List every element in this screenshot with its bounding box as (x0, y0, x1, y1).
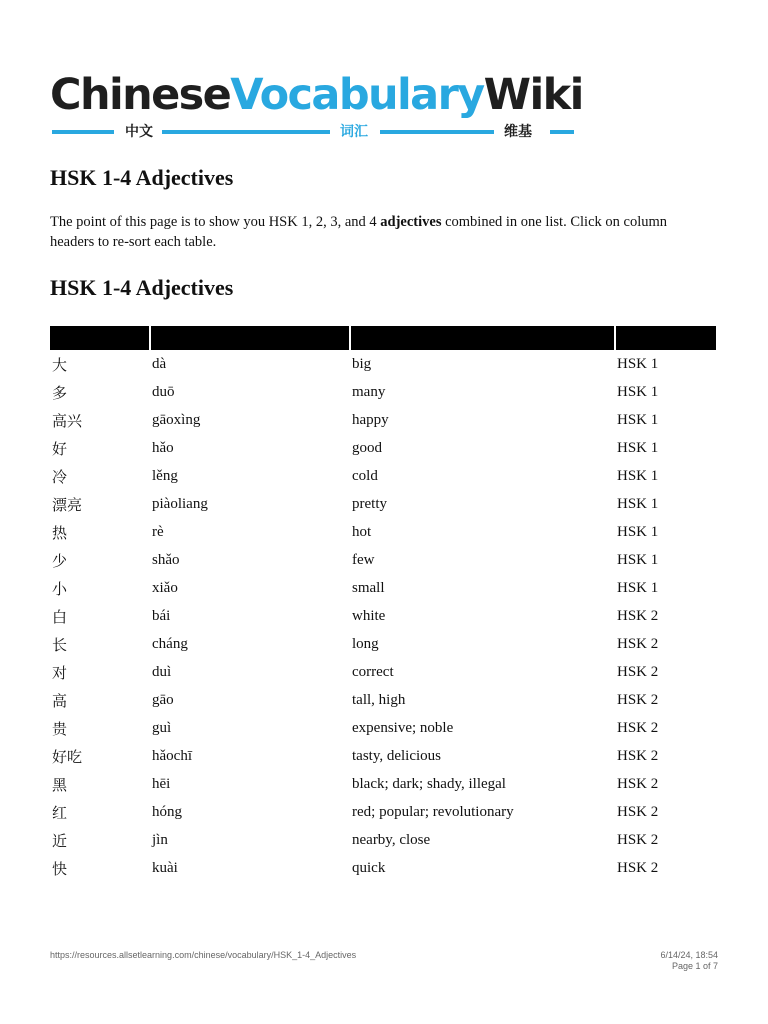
cell-hanzi: 大 (52, 355, 68, 374)
cell-english: many (352, 383, 386, 400)
cell-english: good (352, 439, 382, 456)
column-header-pinyin[interactable] (150, 326, 350, 350)
intro-text-end: combined in one list. Click on column headers to re-sort each table. (50, 214, 667, 250)
cell-level: HSK 2 (617, 747, 659, 764)
logo-underline-bar (50, 123, 576, 141)
cell-level: HSK 1 (617, 523, 659, 540)
cell-english: hot (352, 523, 372, 540)
cell-hanzi: 高兴 (52, 411, 83, 430)
cell-pinyin: dà (152, 355, 167, 372)
cell-pinyin: duō (152, 383, 175, 400)
table-row (50, 546, 716, 574)
cell-english: happy (352, 411, 389, 428)
cell-level: HSK 2 (617, 607, 659, 624)
cell-pinyin: bái (152, 607, 171, 624)
cell-english: quick (352, 859, 386, 876)
cell-level: HSK 1 (617, 355, 659, 372)
cell-level: HSK 1 (617, 495, 659, 512)
table-row (50, 714, 716, 742)
cell-hanzi: 漂亮 (52, 495, 83, 514)
cell-english: white (352, 607, 386, 624)
table-row (50, 854, 716, 882)
cell-level: HSK 2 (617, 719, 659, 736)
table-row (50, 350, 716, 378)
section-title: HSK 1-4 Adjectives (50, 275, 234, 300)
cell-pinyin: cháng (152, 635, 188, 652)
cell-pinyin: kuài (152, 859, 178, 876)
cell-hanzi: 少 (52, 551, 68, 570)
cell-pinyin: hēi (152, 775, 171, 792)
cell-hanzi: 冷 (52, 467, 68, 486)
cell-hanzi: 近 (52, 831, 68, 850)
site-logo[interactable] (50, 70, 583, 142)
column-header-english[interactable] (350, 326, 615, 350)
table-header-row (50, 326, 716, 350)
table-row (50, 826, 716, 854)
cell-pinyin: lěng (152, 467, 178, 484)
cell-hanzi: 热 (52, 523, 68, 542)
cell-pinyin: rè (152, 523, 164, 540)
table-row (50, 742, 716, 770)
cell-hanzi: 高 (52, 691, 68, 710)
cell-hanzi: 长 (52, 635, 68, 654)
cell-level: HSK 2 (617, 803, 659, 820)
cell-english: black; dark; shady, illegal (352, 775, 506, 792)
logo-cn-cihui: 词汇 (340, 124, 368, 140)
cell-hanzi: 快 (52, 859, 68, 878)
column-header-hanzi[interactable] (50, 326, 150, 350)
cell-level: HSK 2 (617, 859, 659, 876)
logo-word-vocabulary: Vocabulary (230, 70, 484, 120)
page-title: HSK 1-4 Adjectives (50, 165, 234, 190)
cell-pinyin: duì (152, 663, 172, 680)
cell-level: HSK 1 (617, 383, 659, 400)
table-body (50, 350, 716, 882)
cell-hanzi: 好 (52, 439, 68, 458)
cell-pinyin: gāoxìng (152, 411, 201, 428)
cell-pinyin: hóng (152, 803, 182, 820)
cell-english: few (352, 551, 375, 568)
table-row (50, 630, 716, 658)
footer-datetime: 6/14/24, 18:54 (660, 950, 718, 960)
logo-bar-segment (52, 130, 114, 134)
cell-english: pretty (352, 495, 387, 512)
table-row (50, 434, 716, 462)
logo-bar-segment (550, 130, 574, 134)
cell-english: correct (352, 663, 394, 680)
cell-level: HSK 1 (617, 551, 659, 568)
table-row (50, 602, 716, 630)
table-row (50, 770, 716, 798)
table-row (50, 406, 716, 434)
cell-level: HSK 1 (617, 411, 659, 428)
cell-pinyin: xiǎo (152, 579, 178, 596)
cell-english: nearby, close (352, 831, 431, 848)
intro-text-start: The point of this page is to show you HSK 1, 2, 3, and 4 (50, 214, 381, 230)
cell-hanzi: 小 (52, 579, 68, 598)
cell-pinyin: gāo (152, 691, 174, 708)
logo-word-chinese: Chinese (50, 70, 231, 120)
logo-cn-zhongwen: 中文 (125, 124, 153, 140)
cell-hanzi: 贵 (52, 719, 68, 738)
intro-paragraph (50, 212, 710, 252)
column-header-level[interactable] (615, 326, 716, 350)
cell-english: big (352, 355, 372, 372)
table-row (50, 798, 716, 826)
logo-wordmark (50, 70, 583, 120)
vocabulary-table (50, 326, 716, 882)
cell-pinyin: jìn (152, 831, 168, 848)
cell-hanzi: 黑 (52, 775, 68, 794)
cell-english: expensive; noble (352, 719, 454, 736)
cell-level: HSK 1 (617, 439, 659, 456)
cell-english: tasty, delicious (352, 747, 442, 764)
logo-bar-segment (380, 130, 494, 134)
logo-cn-weiji: 维基 (504, 124, 532, 140)
cell-level: HSK 2 (617, 831, 659, 848)
cell-level: HSK 2 (617, 691, 659, 708)
cell-english: red; popular; revolutionary (352, 803, 514, 820)
cell-pinyin: hǎo (152, 439, 174, 456)
table-row (50, 462, 716, 490)
cell-pinyin: hǎochī (152, 747, 192, 764)
cell-hanzi: 多 (52, 383, 68, 402)
table-row (50, 378, 716, 406)
cell-level: HSK 1 (617, 579, 659, 596)
intro-text-bold: adjectives (380, 214, 442, 230)
cell-pinyin: piàoliang (152, 495, 208, 512)
cell-hanzi: 红 (52, 803, 68, 822)
cell-level: HSK 1 (617, 467, 659, 484)
cell-english: small (352, 579, 385, 596)
cell-hanzi: 好吃 (52, 747, 83, 766)
table-row (50, 658, 716, 686)
cell-pinyin: guì (152, 719, 172, 736)
cell-pinyin: shǎo (152, 551, 180, 568)
logo-word-wiki: Wiki (483, 70, 583, 120)
cell-hanzi: 对 (52, 663, 68, 682)
table-row (50, 490, 716, 518)
cell-hanzi: 白 (52, 607, 68, 626)
table-row (50, 574, 716, 602)
cell-level: HSK 2 (617, 775, 659, 792)
cell-level: HSK 2 (617, 663, 659, 680)
logo-bar-segment (162, 130, 330, 134)
footer-page-number: Page 1 of 7 (671, 961, 718, 971)
cell-level: HSK 2 (617, 635, 659, 652)
table-row (50, 518, 716, 546)
table-row (50, 686, 716, 714)
cell-english: long (352, 635, 379, 652)
footer-page-info (660, 950, 718, 972)
cell-english: cold (352, 467, 378, 484)
cell-english: tall, high (352, 691, 406, 708)
footer-url: https://resources.allsetlearning.com/chinese/vocabulary/HSK_1-4_Adjectives (50, 950, 357, 960)
